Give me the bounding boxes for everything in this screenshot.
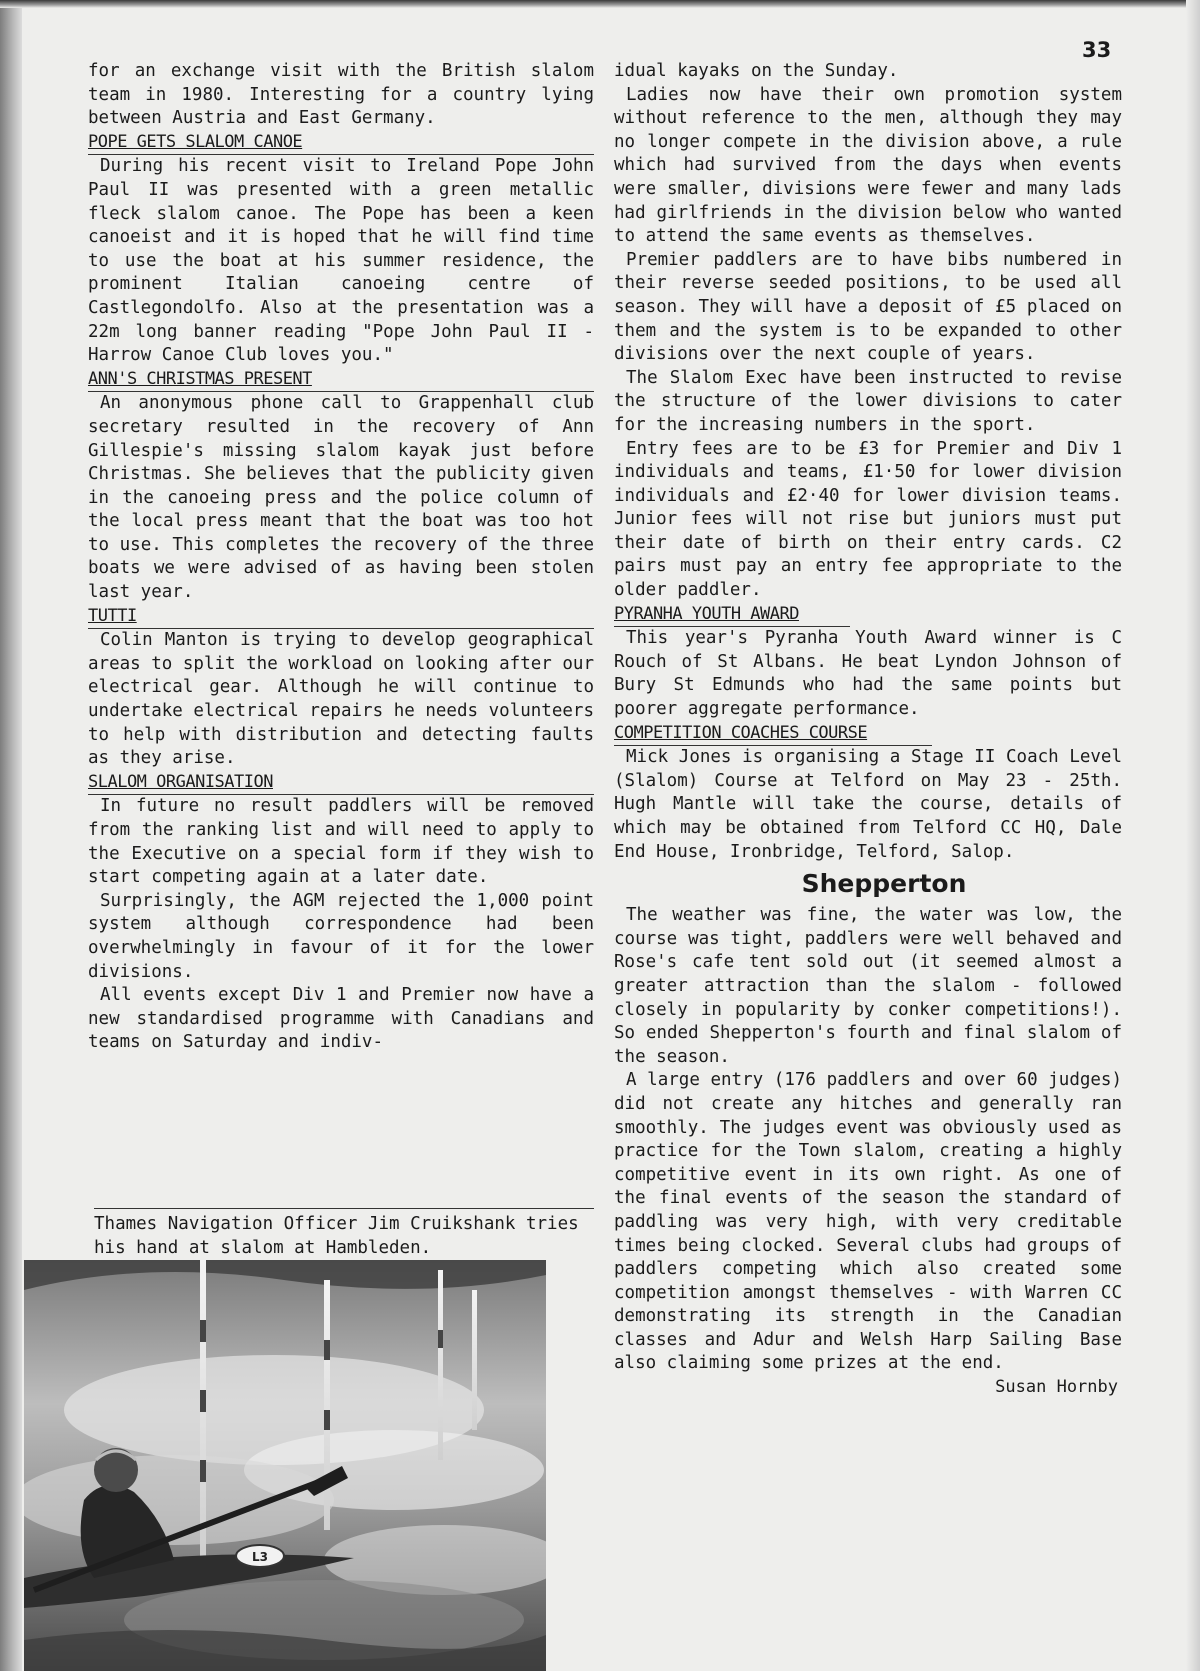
- caption-divider: [94, 1208, 594, 1209]
- author-byline: Susan Hornby: [995, 1377, 1118, 1398]
- page-binding-edge: [0, 0, 22, 1671]
- paragraph: Colin Manton is trying to develop geographical areas to split the workload on looking after our electrical gear. Although he will continue to undertake electrical repairs he needs volunteers to help with distribution and detecting faults as they arise.: [88, 630, 594, 769]
- paragraph: This year's Pyranha Youth Award winner is C Rouch of St Albans. He beat Lyndon Johnson of Bury St Edmunds who had the same points but poorer aggregate performance.: [614, 628, 1122, 720]
- page-right-edge: [1186, 0, 1200, 1671]
- paragraph: Ladies now have their own promotion system without reference to the men, although they may no longer compete in the division above, a rule which had survived from the days when events were smaller, divisions were fewer and many lads had girlfriends in the division below who wanted to attend the same events as themselves.: [614, 84, 1122, 247]
- paragraph: The weather was fine, the water was low, the course was tight, paddlers were well behaved and Rose's cafe tent sold out (it seemed almost a greater attraction than the slalom - followed closely in popularity by conker competitions!). So ended Shepperton's fourth and final slalom of the season.: [614, 905, 1122, 1067]
- right-column: [614, 60, 1122, 1400]
- paragraph: During his recent visit to Ireland Pope John Paul II was presented with a green metallic fleck slalom canoe. The Pope has been a keen canoeist and it is hoped that he will find time to use the boat at his summer residence, the prominent Italian canoeing centre of Castlegondolfo. Also at the presentation was a 22m long banner reading "Pope John Paul II - Harrow Canoe Club loves you.": [88, 156, 594, 366]
- paragraph: Mick Jones is organising a Stage II Coach Level (Slalom) Course at Telford on May 23 - 25th. Hugh Mantle will take the course, details of which may be obtained from Telford CC HQ, Dale End House, Ironbridge, Telford, Salop.: [614, 747, 1122, 862]
- paragraph: All events except Div 1 and Premier now have a new standardised programme with Canadians and teams on Saturday and indiv-: [88, 985, 594, 1053]
- heading-pyranha-youth-award: PYRANHA YOUTH AWARD: [614, 603, 799, 624]
- heading-pope-gets-slalom-canoe: POPE GETS SLALOM CANOE: [88, 131, 303, 152]
- continuation-paragraph: idual kayaks on the Sunday.: [614, 61, 899, 81]
- page-number: 33: [1082, 38, 1112, 62]
- paragraph: The Slalom Exec have been instructed to revise the structure of the lower divisions to cater for the increasing numbers in the sport.: [614, 367, 1122, 435]
- paragraph: An anonymous phone call to Grappenhall club secretary resulted in the recovery of Ann Gillespie's missing slalom kayak just before Christmas. She believes that the publicity given in the canoeing press and the police column of the local press meant that the boat was too hot to use. This completes the recovery of the three boats we were advised of as having been stolen last year.: [88, 393, 594, 603]
- left-column: [88, 60, 594, 1055]
- shepperton-title: Shepperton: [801, 869, 967, 899]
- photo-caption-block: [94, 1208, 584, 1260]
- paragraph: Premier paddlers are to have bibs numbered in their reverse seeded positions, to be used all season. They will have a deposit of £5 placed on them and the system is to be expanded to other divisions over the next couple of years.: [614, 249, 1122, 365]
- heading-anns-christmas-present: ANN'S CHRISTMAS PRESENT: [88, 368, 312, 389]
- page-top-edge: [0, 0, 1200, 8]
- paragraph: A large entry (176 paddlers and over 60 judges) did not create any hitches and generally ran smoothly. The judges event was obviously used as practice for the Town slalom, creating a highly competitive event in its own right. As one of the final events of the season the standard of paddling was very high, with very creditable times being clocked. Several clubs had groups of paddlers competing which also created some competition amongst themselves - with Warren CC demonstrating its strength in the Canadian classes and Adur and Welsh Harp Sailing Base also claiming some prizes at the end.: [614, 1070, 1122, 1374]
- paragraph: Surprisingly, the AGM rejected the 1,000 point system although correspondence had been overwhelmingly in favour of it for the lower divisions.: [88, 890, 594, 982]
- photo-caption: Thames Navigation Officer Jim Cruikshank tries his hand at slalom at Hambleden.: [94, 1214, 579, 1258]
- paragraph: Entry fees are to be £3 for Premier and Div 1 individuals and teams, £1·50 for lower division individuals and £2·40 for lower division teams. Junior fees will not rise but juniors must put their date of birth on their entry cards. C2 pairs must pay an entry fee appropriate to the older paddler.: [614, 438, 1122, 601]
- heading-slalom-organisation: SLALOM ORGANISATION: [88, 771, 273, 792]
- intro-paragraph: for an exchange visit with the British slalom team in 1980. Interesting for a country lying between Austria and East Germany.: [88, 61, 594, 129]
- slalom-photo-illustration: [24, 1260, 546, 1671]
- boat-number: L3: [252, 1550, 268, 1564]
- slalom-photo: [24, 1260, 546, 1671]
- paragraph: In future no result paddlers will be removed from the ranking list and will need to apply to the Executive on a special form if they wish to start competing again at a later date.: [88, 796, 594, 888]
- heading-competition-coaches-course: COMPETITION COACHES COURSE: [614, 722, 868, 743]
- heading-tutti: TUTTI: [88, 605, 137, 626]
